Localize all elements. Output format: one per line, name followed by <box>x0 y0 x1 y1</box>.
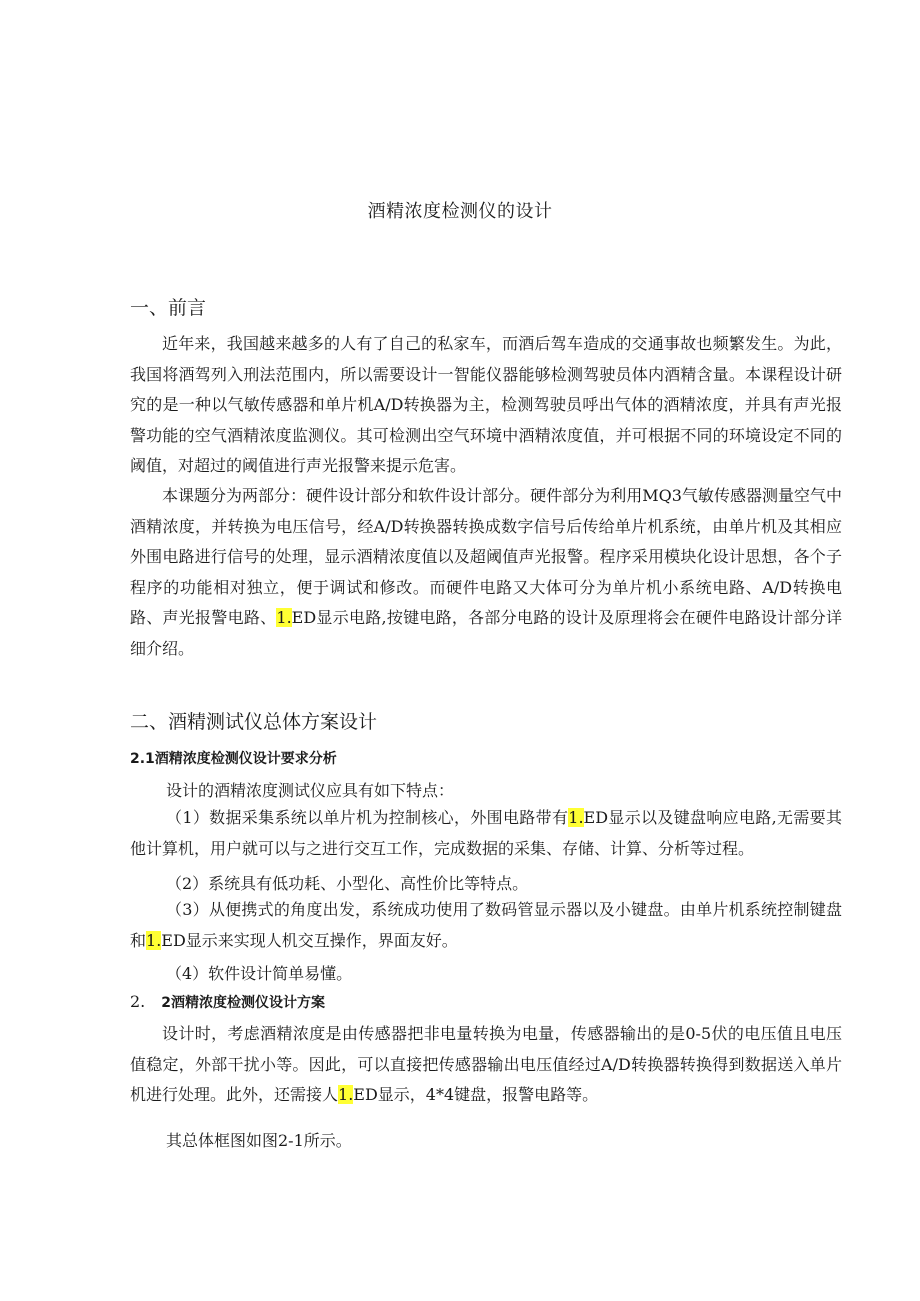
highlight-mark: 1. <box>338 1085 354 1104</box>
subsection-heading-2-2: 2. 2酒精浓度检测仪设计方案 <box>130 992 326 1011</box>
section-heading-preface: 一、前言 <box>130 297 207 319</box>
requirement-item-4: （4）软件设计简单易懂。 <box>166 964 353 983</box>
subsection-heading-2-1: 2.1酒精浓度检测仪设计要求分析 <box>130 751 337 767</box>
highlight-mark: 1. <box>568 808 584 827</box>
preface-paragraph-2: 本课题分为两部分：硬件设计部分和软件设计部分。硬件部分为利用MQ3气敏传感器测量空气中酒精浓度，并转换为电压信号，经A/D转换器转换成数字信号后传给单片机系统，由单片机及其相应外围电路进行信号的处理，显示酒精浓度值以及超阈值声光报警。程序采用模块化设计思想，各个子程序的功能相对独立，便于调试和修改。而硬件电路又大体可分为单片机小系统电路、A/D转换电路、声光报警电路、1.ED显示电路,按键电路，各部分电路的设计及原理将会在硬件电路设计部分详细介绍。 <box>130 486 842 658</box>
highlight-mark: 1. <box>276 608 292 627</box>
figure-reference: 其总体框图如图2-1所示。 <box>166 1131 352 1150</box>
design-scheme-paragraph: 设计时，考虑酒精浓度是由传感器把非电量转换为电量，传感器输出的是0-5伏的电压值且电压值稳定，外部干扰小等。因此，可以直接把传感器输出电压值经过A/D转换器转换得到数据送入单片机进行处理。此外，还需接人1.ED显示，4*4键盘，报警电路等。 <box>130 1024 842 1104</box>
requirements-intro: 设计的酒精浓度测试仪应具有如下特点： <box>166 781 455 800</box>
highlight-mark: 1. <box>146 930 162 950</box>
section-heading-overall-design: 二、酒精测试仪总体方案设计 <box>130 711 378 733</box>
requirement-item-3: （3）从便携式的角度出发，系统成功使用了数码管显示器以及小键盘。由单片机系统控制键盘和1.ED显示来实现人机交互操作，界面友好。 <box>130 900 842 950</box>
preface-paragraph-1: 近年来，我国越来越多的人有了自己的私家车，而酒后驾车造成的交通事故也频繁发生。为此，我国将酒驾列入刑法范围内，所以需要设计一智能仪器能够检测驾驶员体内酒精含量。本课程设计研究的是一种以气敏传感器和单片机A/D转换器为主，检测驾驶员呼出气体的酒精浓度，并具有声光报警功能的空气酒精浓度监测仪。其可检测出空气环境中酒精浓度值，并可根据不同的环境设定不同的阈值，对超过的阈值进行声光报警来提示危害。 <box>130 334 842 475</box>
requirement-item-1: （1）数据采集系统以单片机为控制核心，外围电路带有1.ED显示以及键盘响应电路,无需要其他计算机，用户就可以与之进行交互工作，完成数据的采集、存储、计算、分析等过程。 <box>130 808 842 858</box>
document-title: 酒精浓度检测仪的设计 <box>367 201 553 222</box>
requirement-item-2: （2）系统具有低功耗、小型化、高性价比等特点。 <box>166 874 529 893</box>
